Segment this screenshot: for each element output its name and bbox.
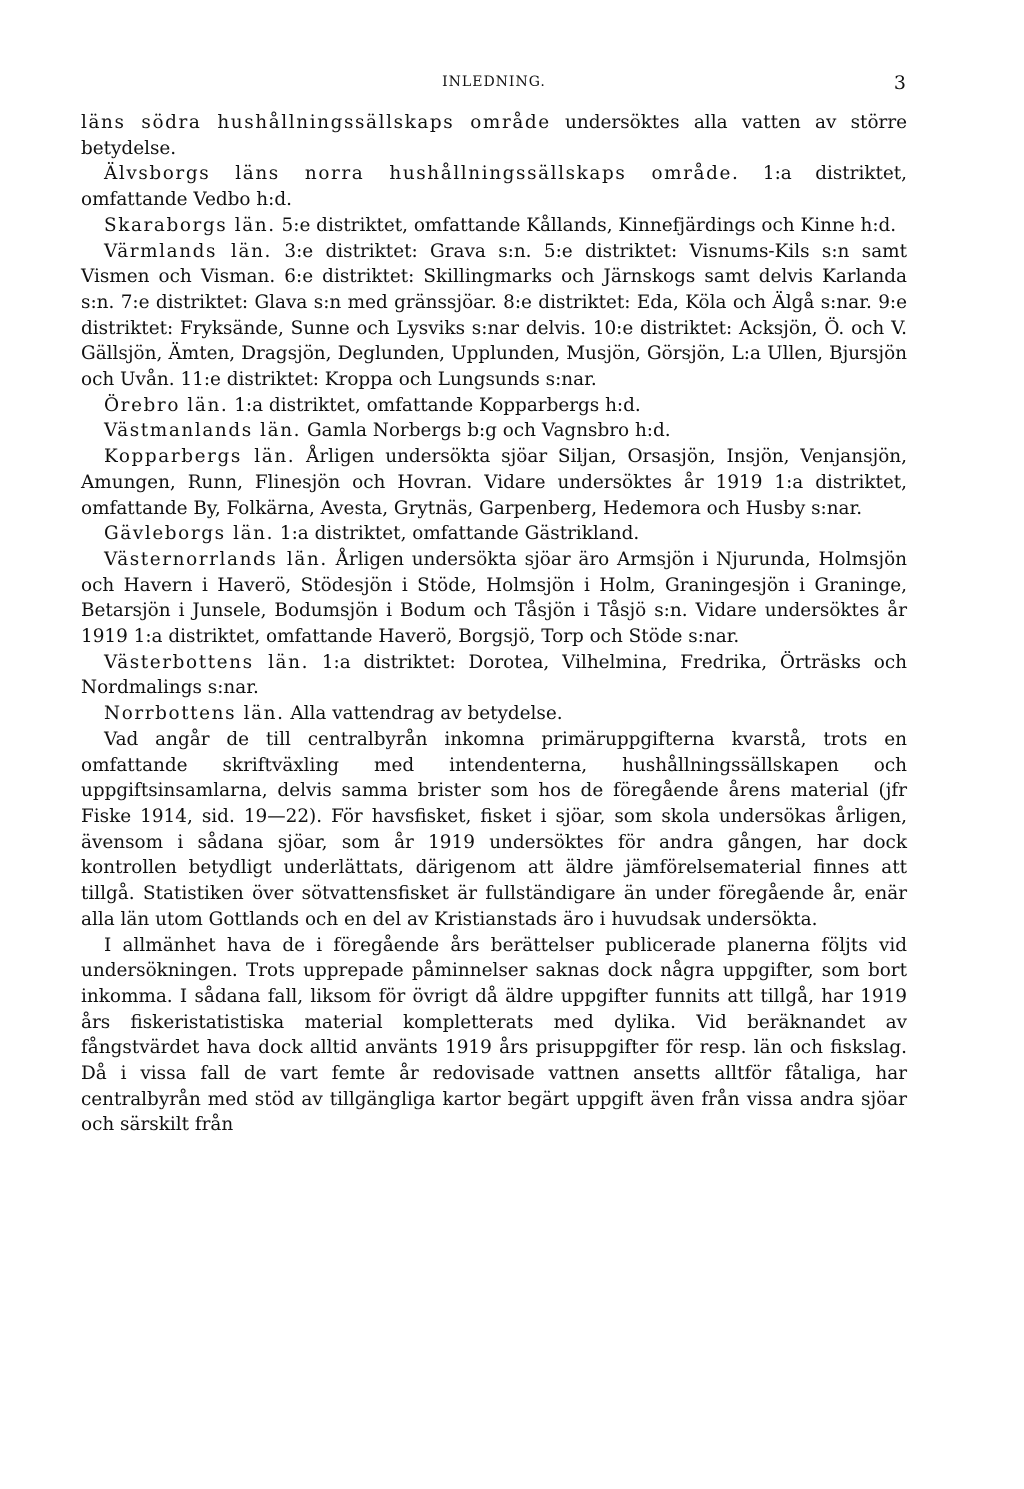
region-heading: läns södra hushållningssällskaps område — [81, 112, 551, 133]
region-heading: Örebro län. — [104, 394, 229, 416]
document-page — [81, 72, 907, 1138]
paragraph-text: 1:a distriktet, omfattande Kopparbergs h:d. — [228, 394, 641, 416]
region-heading: Västernorrlands län. — [104, 548, 328, 570]
paragraph-text: 5:e distriktet, omfattande Kållands, Kinnefjärdings och Kinne h:d. — [275, 214, 897, 236]
region-heading: Skaraborgs län. — [104, 214, 276, 236]
region-heading: Norrbottens län. — [104, 703, 285, 725]
paragraph-varmland — [81, 239, 907, 393]
paragraph-text: Årligen undersökta sjöar Siljan, Orsasjön, Insjön, Venjansjön, Amungen, Runn, Flinesjön och Hovran. Vidare undersöktes år 1919 1:a distriktet, omfattande By, Folkärna, Avesta, Grytnäs, Garpenberg, Hedemora och Husby s:nar. — [81, 446, 907, 519]
paragraph-norrbotten — [81, 701, 907, 727]
paragraph-text: I allmänhet hava de i föregående års berättelser publicerade planerna följts vid undersökningen. Trots upprepade påminnelser saknas dock några uppgifter, som bort inkomma. I sådana fall, liksom för övrigt då äldre uppgifter funnits att tillgå, har 1919 års fiskeristatistiska material kompletterats med dylika. Vid beräknandet av fångstvärdet hava dock alltid använts 1919 års prisuppgifter för resp. län och fiskslag. Då i vissa fall de vart femte år redovisade vattnen ansetts alltför fåtaliga, har centralbyrån med stöd av tillgängliga kartor begärt uppgift även från vissa andra sjöar och särskilt från — [81, 934, 907, 1136]
paragraph-orebro — [81, 393, 907, 419]
paragraph-text: 1:a distriktet, omfattande Gästrikland. — [274, 523, 640, 545]
paragraph-alvsborg — [81, 161, 907, 212]
paragraph-vasternorrland — [81, 547, 907, 650]
paragraph-text: Alla vattendrag av betydelse. — [284, 703, 563, 725]
paragraph-text: Gamla Norbergs b:g och Vagnsbro h:d. — [301, 420, 671, 442]
page-number: 3 — [893, 72, 907, 94]
paragraph-text: 1:a distriktet: Dorotea, Vilhelmina, Fredrika, Örträsks och Nordmalings s:nar. — [81, 651, 907, 699]
running-header — [81, 72, 907, 98]
paragraph-kopparberg — [81, 444, 907, 521]
body-text — [81, 110, 907, 1138]
paragraph-allmanhet — [81, 933, 907, 1139]
region-heading: Västerbottens län. — [104, 651, 310, 673]
paragraph-skaraborg — [81, 213, 907, 239]
running-title: INLEDNING. — [442, 74, 546, 90]
paragraph-vasterbotten — [81, 650, 907, 701]
paragraph-text: Vad angår de till centralbyrån inkomna primäruppgifterna kvarstå, trots en omfattande skriftväxling med intendenterna, hushållningssällskapen och uppgiftsinsamlarna, delvis samma brister som hos de föregående årens material (jfr Fiske 1914, sid. 19—22). För havsfisket, fisket i sjöar, som skola undersökas årligen, ävensom i sådana sjöar, som år 1919 undersöktes för andra gången, har dock kontrollen betydligt underlättats, därigenom att äldre jämförelsematerial finnes att tillgå. Statistiken över sötvattensfisket är fullständigare än under föregående år, enär alla län utom Gottlands och en del av Kristianstads äro i huvudsak undersökta. — [81, 728, 907, 930]
paragraph-text: Årligen undersökta sjöar äro Armsjön i Njurunda, Holmsjön och Havern i Haverö, Stödesjön i Stöde, Holmsjön i Holm, Graningesjön i Graninge, Betarsjön i Junsele, Bodumsjön i Bodum och Tåsjön i Tåsjö s:n. Vidare undersöktes år 1919 1:a distriktet, omfattande Haverö, Borgsjö, Torp och Stöde s:nar. — [81, 548, 908, 648]
region-heading: Älvsborgs läns norra hushållningssällskaps område. — [104, 163, 740, 185]
paragraph-vastmanland — [81, 418, 907, 444]
paragraph-text: 3:e distriktet: Grava s:n. 5:e distriktet: Visnums-Kils s:n samt Vismen och Visman. 6:e distriktet: Skillingmarks och Järnskogs samt delvis Karlanda s:n. 7:e distriktet: Glava s:n med gränssjöar. 8:e distriktet: Eda, Köla och Älgå s:nar. 9:e distriktet: Fryksände, Sunne och Lysviks s:nar delvis. 10:e distriktet: Acksjön, Ö. och V. Gällsjön, Ämten, Dragsjön, Deglunden, Upplunden, Musjön, Görsjön, L:a Ullen, Bjursjön och Uvån. 11:e distriktet: Kroppa och Lungsunds s:nar. — [81, 240, 907, 391]
paragraph-sodra — [81, 110, 907, 161]
region-heading: Kopparbergs län. — [104, 446, 296, 468]
region-heading: Gävleborgs län. — [104, 523, 275, 545]
paragraph-primaruppgifter — [81, 727, 907, 933]
paragraph-text: 1:a distriktet, omfattande Vedbo h:d. — [81, 163, 907, 211]
region-heading: Västmanlands län. — [104, 420, 302, 442]
paragraph-gavleborg — [81, 521, 907, 547]
paragraph-text: undersöktes alla vatten av större betydelse. — [81, 112, 907, 159]
region-heading: Värmlands län. — [104, 240, 272, 262]
